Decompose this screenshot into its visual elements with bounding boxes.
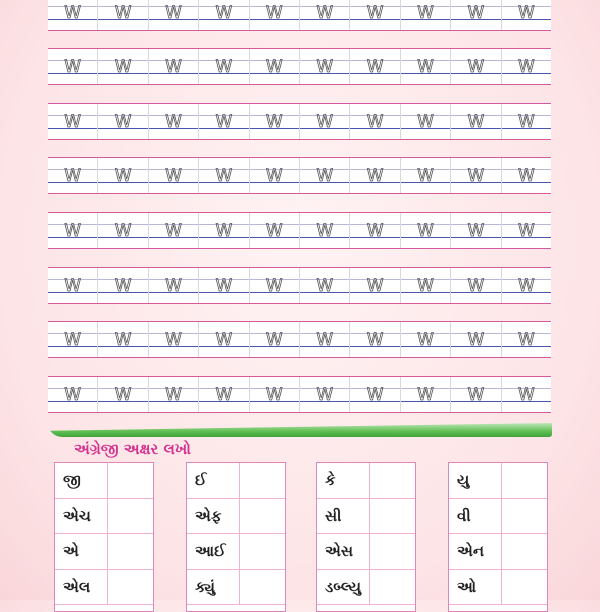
trace-cell[interactable] [300, 268, 350, 303]
dotted-letter: W [165, 112, 182, 132]
trace-cell[interactable] [350, 268, 400, 303]
writing-space-divider [239, 499, 240, 534]
dotted-letter: W [114, 112, 132, 132]
trace-cell[interactable] [98, 377, 148, 412]
trace-cell[interactable] [502, 158, 551, 193]
answer-box [448, 462, 548, 612]
dotted-letter: W [265, 3, 283, 23]
tracing-row [48, 267, 551, 304]
trace-cell[interactable] [250, 377, 300, 412]
trace-cell[interactable] [300, 49, 350, 84]
trace-cell[interactable] [350, 322, 400, 357]
trace-cell[interactable] [350, 49, 400, 84]
trace-cell[interactable] [502, 377, 551, 412]
gujarati-letter-name: ઈ [195, 471, 207, 490]
trace-cell[interactable] [149, 0, 199, 30]
answer-box [186, 462, 286, 612]
answer-box [316, 462, 416, 612]
trace-cell[interactable] [401, 213, 451, 248]
dotted-letter: W [114, 330, 132, 350]
trace-cell[interactable] [48, 322, 98, 357]
trace-cell[interactable] [502, 104, 551, 139]
trace-cell[interactable] [401, 268, 451, 303]
trace-cell[interactable] [350, 158, 400, 193]
gujarati-letter-name: ઓ [457, 577, 477, 596]
gujarati-letter-name: એફ [195, 506, 222, 525]
trace-cell[interactable] [401, 104, 451, 139]
trace-cell[interactable] [98, 104, 148, 139]
trace-cell[interactable] [98, 268, 148, 303]
gujarati-letter-name: કે [325, 471, 336, 490]
trace-cell[interactable] [401, 49, 451, 84]
tracing-row [48, 376, 551, 413]
trace-cell[interactable] [98, 49, 148, 84]
trace-cell[interactable] [350, 213, 400, 248]
gujarati-letter-name: એસ [325, 542, 353, 561]
gujarati-letter-name: ક્યું [195, 577, 215, 596]
dotted-letter: W [467, 112, 485, 132]
dotted-letter: W [64, 276, 82, 296]
answer-row [55, 463, 153, 499]
trace-cell[interactable] [199, 104, 249, 139]
dotted-letter: W [215, 112, 233, 132]
trace-cell[interactable] [300, 158, 350, 193]
answer-row [317, 499, 415, 535]
dotted-letter: W [114, 57, 132, 77]
dotted-letter: W [366, 57, 384, 77]
writing-space-divider [501, 463, 502, 498]
trace-cell[interactable] [250, 322, 300, 357]
dotted-letter: W [417, 166, 434, 186]
trace-cell[interactable] [451, 49, 501, 84]
trace-cell[interactable] [199, 268, 249, 303]
dotted-letter: W [165, 276, 182, 296]
dotted-letter: W [215, 330, 233, 350]
trace-cell[interactable] [451, 377, 501, 412]
answer-row [317, 463, 415, 499]
dotted-letter: W [366, 276, 384, 296]
trace-cell[interactable] [48, 49, 98, 84]
dotted-letter: W [265, 276, 283, 296]
dotted-letter: W [366, 221, 384, 241]
answer-row [449, 534, 547, 570]
answer-row [187, 499, 285, 535]
dotted-letter: W [417, 330, 434, 350]
writing-space-divider [501, 499, 502, 534]
gujarati-letter-name: એન [457, 542, 485, 561]
dotted-letter: W [366, 3, 384, 23]
gujarati-letter-name: વી [457, 506, 471, 525]
trace-cell[interactable] [451, 104, 501, 139]
gujarati-letter-name: એચ [63, 506, 91, 525]
dotted-letter: W [215, 166, 233, 186]
trace-cell[interactable] [48, 104, 98, 139]
trace-cell[interactable] [300, 0, 350, 30]
dotted-letter: W [467, 276, 485, 296]
tracing-row [48, 103, 551, 140]
writing-space-divider [369, 463, 370, 498]
trace-cell[interactable] [149, 213, 199, 248]
tracing-sheet [48, 0, 551, 430]
trace-cell[interactable] [48, 213, 98, 248]
dotted-letter: W [366, 166, 384, 186]
gujarati-letter-name: એલ [63, 577, 91, 596]
tracing-row [48, 157, 551, 194]
trace-cell[interactable] [48, 377, 98, 412]
writing-space-divider [501, 570, 502, 605]
dotted-letter: W [265, 112, 283, 132]
dotted-letter: W [366, 112, 384, 132]
dotted-letter: W [64, 330, 82, 350]
dotted-letter: W [366, 385, 384, 405]
dotted-letter: W [114, 166, 132, 186]
writing-space-divider [239, 570, 240, 605]
trace-cell[interactable] [250, 268, 300, 303]
gujarati-letter-name: એ [63, 542, 79, 561]
dotted-letter: W [517, 112, 535, 132]
tracing-row [48, 0, 551, 31]
dotted-letter: W [517, 276, 535, 296]
dotted-letter: W [64, 166, 82, 186]
dotted-letter: W [316, 112, 334, 132]
trace-cell[interactable] [48, 158, 98, 193]
dotted-letter: W [316, 385, 334, 405]
trace-cell[interactable] [48, 0, 98, 30]
trace-cell[interactable] [300, 322, 350, 357]
trace-cell[interactable] [149, 158, 199, 193]
dotted-letter: W [517, 166, 535, 186]
dotted-letter: W [417, 385, 434, 405]
answer-row [449, 499, 547, 535]
gujarati-letter-name: આઈ [195, 542, 226, 561]
trace-cell[interactable] [199, 377, 249, 412]
trace-cell[interactable] [451, 322, 501, 357]
answer-box [54, 462, 154, 612]
dotted-letter: W [467, 385, 485, 405]
answer-row [187, 534, 285, 570]
trace-cell[interactable] [48, 268, 98, 303]
dotted-letter: W [215, 221, 233, 241]
dotted-letter: W [265, 166, 283, 186]
trace-cell[interactable] [300, 104, 350, 139]
dotted-letter: W [316, 57, 334, 77]
dotted-letter: W [366, 330, 384, 350]
trace-cell[interactable] [350, 104, 400, 139]
trace-cell[interactable] [502, 0, 551, 30]
trace-cell[interactable] [199, 322, 249, 357]
dotted-letter: W [64, 221, 82, 241]
trace-cell[interactable] [250, 49, 300, 84]
tracing-row [48, 321, 551, 358]
answer-row [449, 463, 547, 499]
gujarati-letter-name: ડબ્લ્યુ [325, 577, 362, 596]
gujarati-letter-name: સી [325, 506, 342, 525]
dotted-letter: W [316, 221, 334, 241]
dotted-letter: W [114, 3, 132, 23]
gujarati-letter-name: યુ [457, 471, 470, 490]
dotted-letter: W [316, 3, 334, 23]
writing-space-divider [107, 534, 108, 569]
dotted-letter: W [316, 166, 334, 186]
dotted-letter: W [114, 221, 132, 241]
answer-row [55, 534, 153, 570]
dotted-letter: W [467, 57, 485, 77]
dotted-letter: W [417, 276, 434, 296]
dotted-letter: W [265, 330, 283, 350]
dotted-letter: W [417, 57, 434, 77]
dotted-letter: W [215, 57, 233, 77]
dotted-letter: W [517, 3, 535, 23]
dotted-letter: W [517, 330, 535, 350]
trace-cell[interactable] [451, 0, 501, 30]
trace-cell[interactable] [199, 49, 249, 84]
section-heading: અંગ્રેજી અક્ષર લખો [74, 440, 191, 458]
dotted-letter: W [417, 221, 434, 241]
dotted-letter: W [64, 112, 82, 132]
writing-space-divider [369, 534, 370, 569]
dotted-letter: W [64, 385, 82, 405]
answer-row [317, 534, 415, 570]
trace-cell[interactable] [401, 322, 451, 357]
dotted-letter: W [517, 221, 535, 241]
dotted-letter: W [114, 385, 132, 405]
trace-cell[interactable] [502, 49, 551, 84]
trace-cell[interactable] [149, 322, 199, 357]
dotted-letter: W [265, 385, 283, 405]
dotted-letter: W [316, 276, 334, 296]
tracing-row [48, 48, 551, 85]
trace-cell[interactable] [451, 268, 501, 303]
trace-cell[interactable] [451, 158, 501, 193]
writing-space-divider [239, 463, 240, 498]
dotted-letter: W [64, 57, 82, 77]
dotted-letter: W [165, 330, 182, 350]
trace-cell[interactable] [98, 322, 148, 357]
dotted-letter: W [165, 385, 182, 405]
dotted-letter: W [64, 3, 82, 23]
trace-cell[interactable] [199, 0, 249, 30]
dotted-letter: W [215, 276, 233, 296]
dotted-letter: W [467, 166, 485, 186]
dotted-letter: W [316, 330, 334, 350]
dotted-letter: W [265, 57, 283, 77]
writing-space-divider [501, 534, 502, 569]
dotted-letter: W [517, 385, 535, 405]
dotted-letter: W [165, 3, 182, 23]
dotted-letter: W [467, 330, 485, 350]
trace-cell[interactable] [149, 104, 199, 139]
dotted-letter: W [215, 385, 233, 405]
dotted-letter: W [215, 3, 233, 23]
gujarati-letter-name: જી [63, 471, 81, 490]
trace-cell[interactable] [149, 268, 199, 303]
trace-cell[interactable] [149, 377, 199, 412]
trace-cell[interactable] [199, 158, 249, 193]
dotted-letter: W [417, 112, 434, 132]
answer-row [55, 499, 153, 535]
trace-cell[interactable] [350, 377, 400, 412]
writing-space-divider [107, 570, 108, 605]
dotted-letter: W [165, 221, 182, 241]
trace-cell[interactable] [98, 213, 148, 248]
writing-space-divider [369, 570, 370, 605]
dotted-letter: W [417, 3, 434, 23]
writing-space-divider [107, 499, 108, 534]
dotted-letter: W [517, 57, 535, 77]
dotted-letter: W [165, 166, 182, 186]
trace-cell[interactable] [98, 0, 148, 30]
trace-cell[interactable] [350, 0, 400, 30]
trace-cell[interactable] [401, 158, 451, 193]
trace-cell[interactable] [300, 213, 350, 248]
trace-cell[interactable] [401, 377, 451, 412]
tracing-row [48, 212, 551, 249]
trace-cell[interactable] [401, 0, 451, 30]
trace-cell[interactable] [502, 213, 551, 248]
trace-cell[interactable] [98, 158, 148, 193]
trace-cell[interactable] [502, 268, 551, 303]
dotted-letter: W [114, 276, 132, 296]
writing-space-divider [239, 534, 240, 569]
writing-space-divider [369, 499, 370, 534]
trace-cell[interactable] [149, 49, 199, 84]
answer-row [187, 463, 285, 499]
trace-cell[interactable] [250, 0, 300, 30]
trace-cell[interactable] [451, 213, 501, 248]
trace-cell[interactable] [502, 322, 551, 357]
dotted-letter: W [265, 221, 283, 241]
dotted-letter: W [165, 57, 182, 77]
trace-cell[interactable] [199, 213, 249, 248]
writing-space-divider [107, 463, 108, 498]
trace-cell[interactable] [300, 377, 350, 412]
trace-cell[interactable] [250, 104, 300, 139]
dotted-letter: W [467, 221, 485, 241]
dotted-letter: W [467, 3, 485, 23]
trace-cell[interactable] [250, 213, 300, 248]
trace-cell[interactable] [250, 158, 300, 193]
